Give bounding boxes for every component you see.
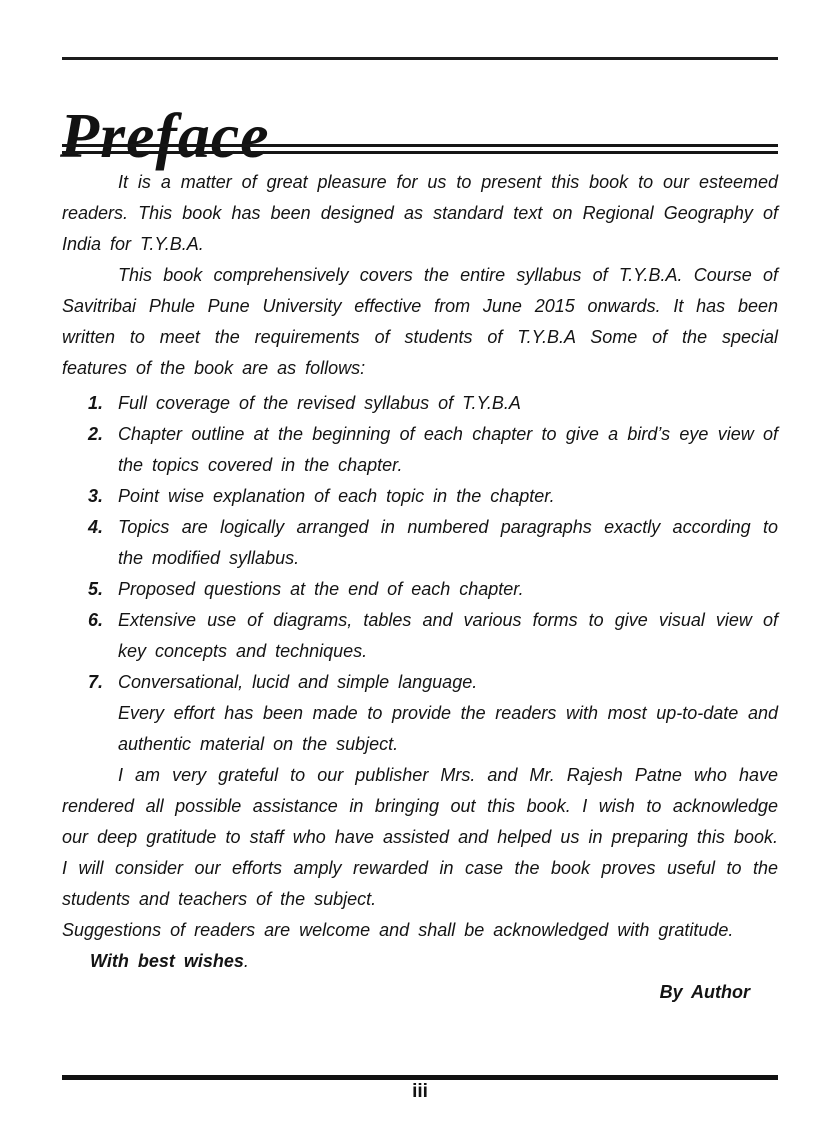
paragraph-syllabus: This book comprehensively covers the entire syllabus of T.Y.B.A. Course of Savitribai Phule Pune University effective from June 2015 onwards. It has been written to meet the requirements of students of T.Y.B.A Some of the special features of the book are as follows: (62, 265, 778, 378)
feature-number-3: 3. (88, 486, 104, 506)
feature-number-1: 1. (88, 393, 104, 413)
feature-item-4 (62, 512, 778, 574)
feature-text-4: Topics are logically arranged in numbered paragraphs exactly according to the modified syllabus. (118, 517, 778, 568)
title-underline-double-rule (62, 144, 778, 154)
feature-number-6: 6. (88, 610, 104, 630)
closing-text: With best wishes (90, 951, 244, 971)
feature-number-2: 2. (88, 424, 104, 444)
feature-text-7: Conversational, lucid and simple language. (118, 672, 478, 692)
paragraph-every-effort: Every effort has been made to provide the readers with most up-to-date and authentic material on the subject. (118, 703, 778, 754)
closing-period: . (243, 951, 249, 971)
preface-body (62, 167, 778, 1008)
page-number: iii (412, 1081, 428, 1102)
footer-rule (62, 1075, 778, 1080)
feature-item-7 (62, 667, 778, 698)
paragraph-suggestions: Suggestions of readers are welcome and shall be acknowledged with gratitude. (62, 920, 734, 940)
header-top-rule (62, 57, 778, 60)
feature-number-5: 5. (88, 579, 104, 599)
closing-signature (62, 946, 778, 977)
paragraph-acknowledgement: I am very grateful to our publisher Mrs. and Mr. Rajesh Patne who have rendered all possible assistance in bringing out this book. I wish to acknowledge our deep gratitude to staff who have assisted and helped us in preparing this book. I will consider our efforts amply rewarded in case the book proves useful to the students and teachers of the subject. (62, 765, 778, 909)
feature-item-6 (62, 605, 778, 667)
feature-list (62, 388, 778, 698)
feature-text-3: Point wise explanation of each topic in the chapter. (118, 486, 555, 506)
feature-item-5 (62, 574, 778, 605)
feature-text-2: Chapter outline at the beginning of each chapter to give a bird’s eye view of the topics covered in the chapter. (118, 424, 778, 475)
byline-author: By Author (659, 982, 750, 1002)
page-title: Preface (60, 99, 270, 171)
paragraph-intro: It is a matter of great pleasure for us to present this book to our esteemed readers. This book has been designed as standard text on Regional Geography of India for T.Y.B.A. (62, 172, 778, 254)
feature-number-7: 7. (88, 672, 104, 692)
feature-number-4: 4. (88, 517, 104, 537)
feature-text-1: Full coverage of the revised syllabus of T.Y.B.A (118, 393, 521, 413)
feature-item-2 (62, 419, 778, 481)
feature-text-5: Proposed questions at the end of each chapter. (118, 579, 524, 599)
feature-item-1 (62, 388, 778, 419)
feature-text-6: Extensive use of diagrams, tables and various forms to give visual view of key concepts and techniques. (118, 610, 778, 661)
feature-item-3 (62, 481, 778, 512)
